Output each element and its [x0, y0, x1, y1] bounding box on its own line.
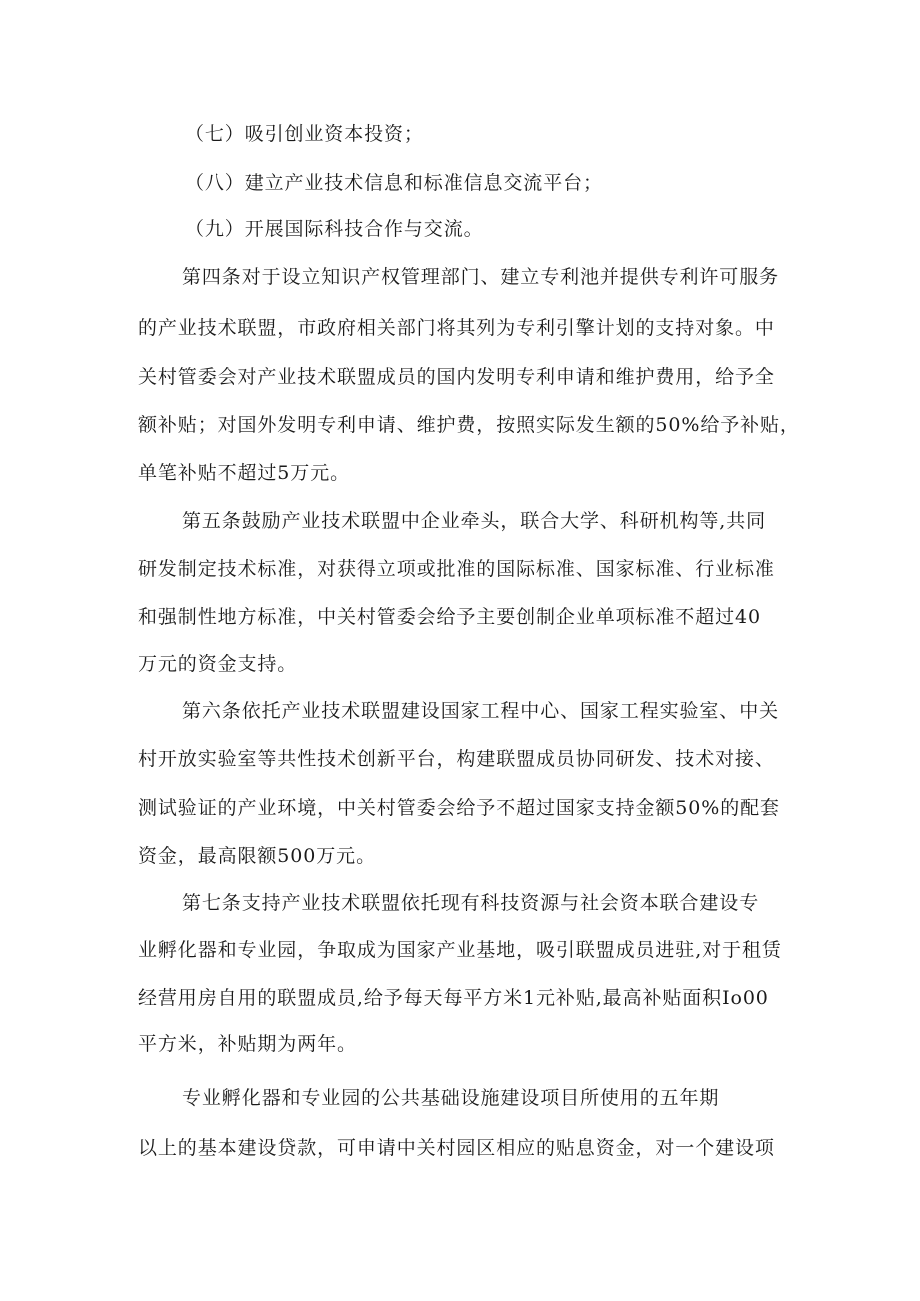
- article-7-line-2: 业孵化器和专业园，争取成为国家产业基地，吸引联盟成员进驻,对于租赁: [138, 939, 782, 961]
- list-item-7: （七）吸引创业资本投资；: [185, 123, 424, 145]
- article-5-line-4: 万元的资金支持。: [138, 653, 298, 675]
- list-item-9: （九）开展国际科技合作与交流。: [185, 218, 484, 240]
- article-4-line-4: 额补贴；对国外发明专利申请、维护费，按照实际发生额的50%给予补贴，: [138, 414, 800, 436]
- article-7-line-1: 第七条支持产业技术联盟依托现有科技资源与社会资本联合建设专: [182, 892, 760, 914]
- article-7-line-3: 经营用房自用的联盟成员,给予每天每平方米1元补贴,最高补贴面积Io00: [138, 987, 769, 1009]
- article-6-line-2: 村开放实验室等共性技术创新平台，构建联盟成员协同研发、技术对接、: [138, 748, 775, 770]
- article-4-line-3: 关村管委会对产业技术联盟成员的国内发明专利申请和维护费用，给予全: [138, 366, 775, 388]
- article-4-line-2: 的产业技术联盟，市政府相关部门将其列为专利引擎计划的支持对象。中: [138, 317, 775, 339]
- article-7-line-4: 平方米，补贴期为两年。: [138, 1033, 357, 1055]
- paragraph-line-1: 专业孵化器和专业园的公共基础设施建设项目所使用的五年期: [182, 1087, 720, 1109]
- article-4-line-5: 单笔补贴不超过5万元。: [138, 462, 350, 484]
- article-5-line-2: 研发制定技术标准，对获得立项或批准的国际标准、国家标准、行业标准: [138, 558, 775, 580]
- article-5-line-1: 第五条鼓励产业技术联盟中企业牵头，联合大学、科研机构等,共同: [182, 510, 767, 532]
- paragraph-line-2: 以上的基本建设贷款，可申请中关村园区相应的贴息资金，对一个建设项: [138, 1137, 775, 1159]
- article-5-line-3: 和强制性地方标准，中关村管委会给予主要创制企业单项标准不超过40: [138, 606, 761, 628]
- article-4-line-1: 第四条对于设立知识产权管理部门、建立专利池并提供专利许可服务: [182, 266, 780, 288]
- article-6-line-4: 资金，最高限额500万元。: [138, 845, 376, 867]
- list-item-8: （八）建立产业技术信息和标准信息交流平台；: [185, 172, 603, 194]
- article-6-line-3: 测试验证的产业环境，中关村管委会给予不超过国家支持金额50%的配套: [138, 797, 780, 819]
- article-6-line-1: 第六条依托产业技术联盟建设国家工程中心、国家工程实验室、中关: [182, 700, 780, 722]
